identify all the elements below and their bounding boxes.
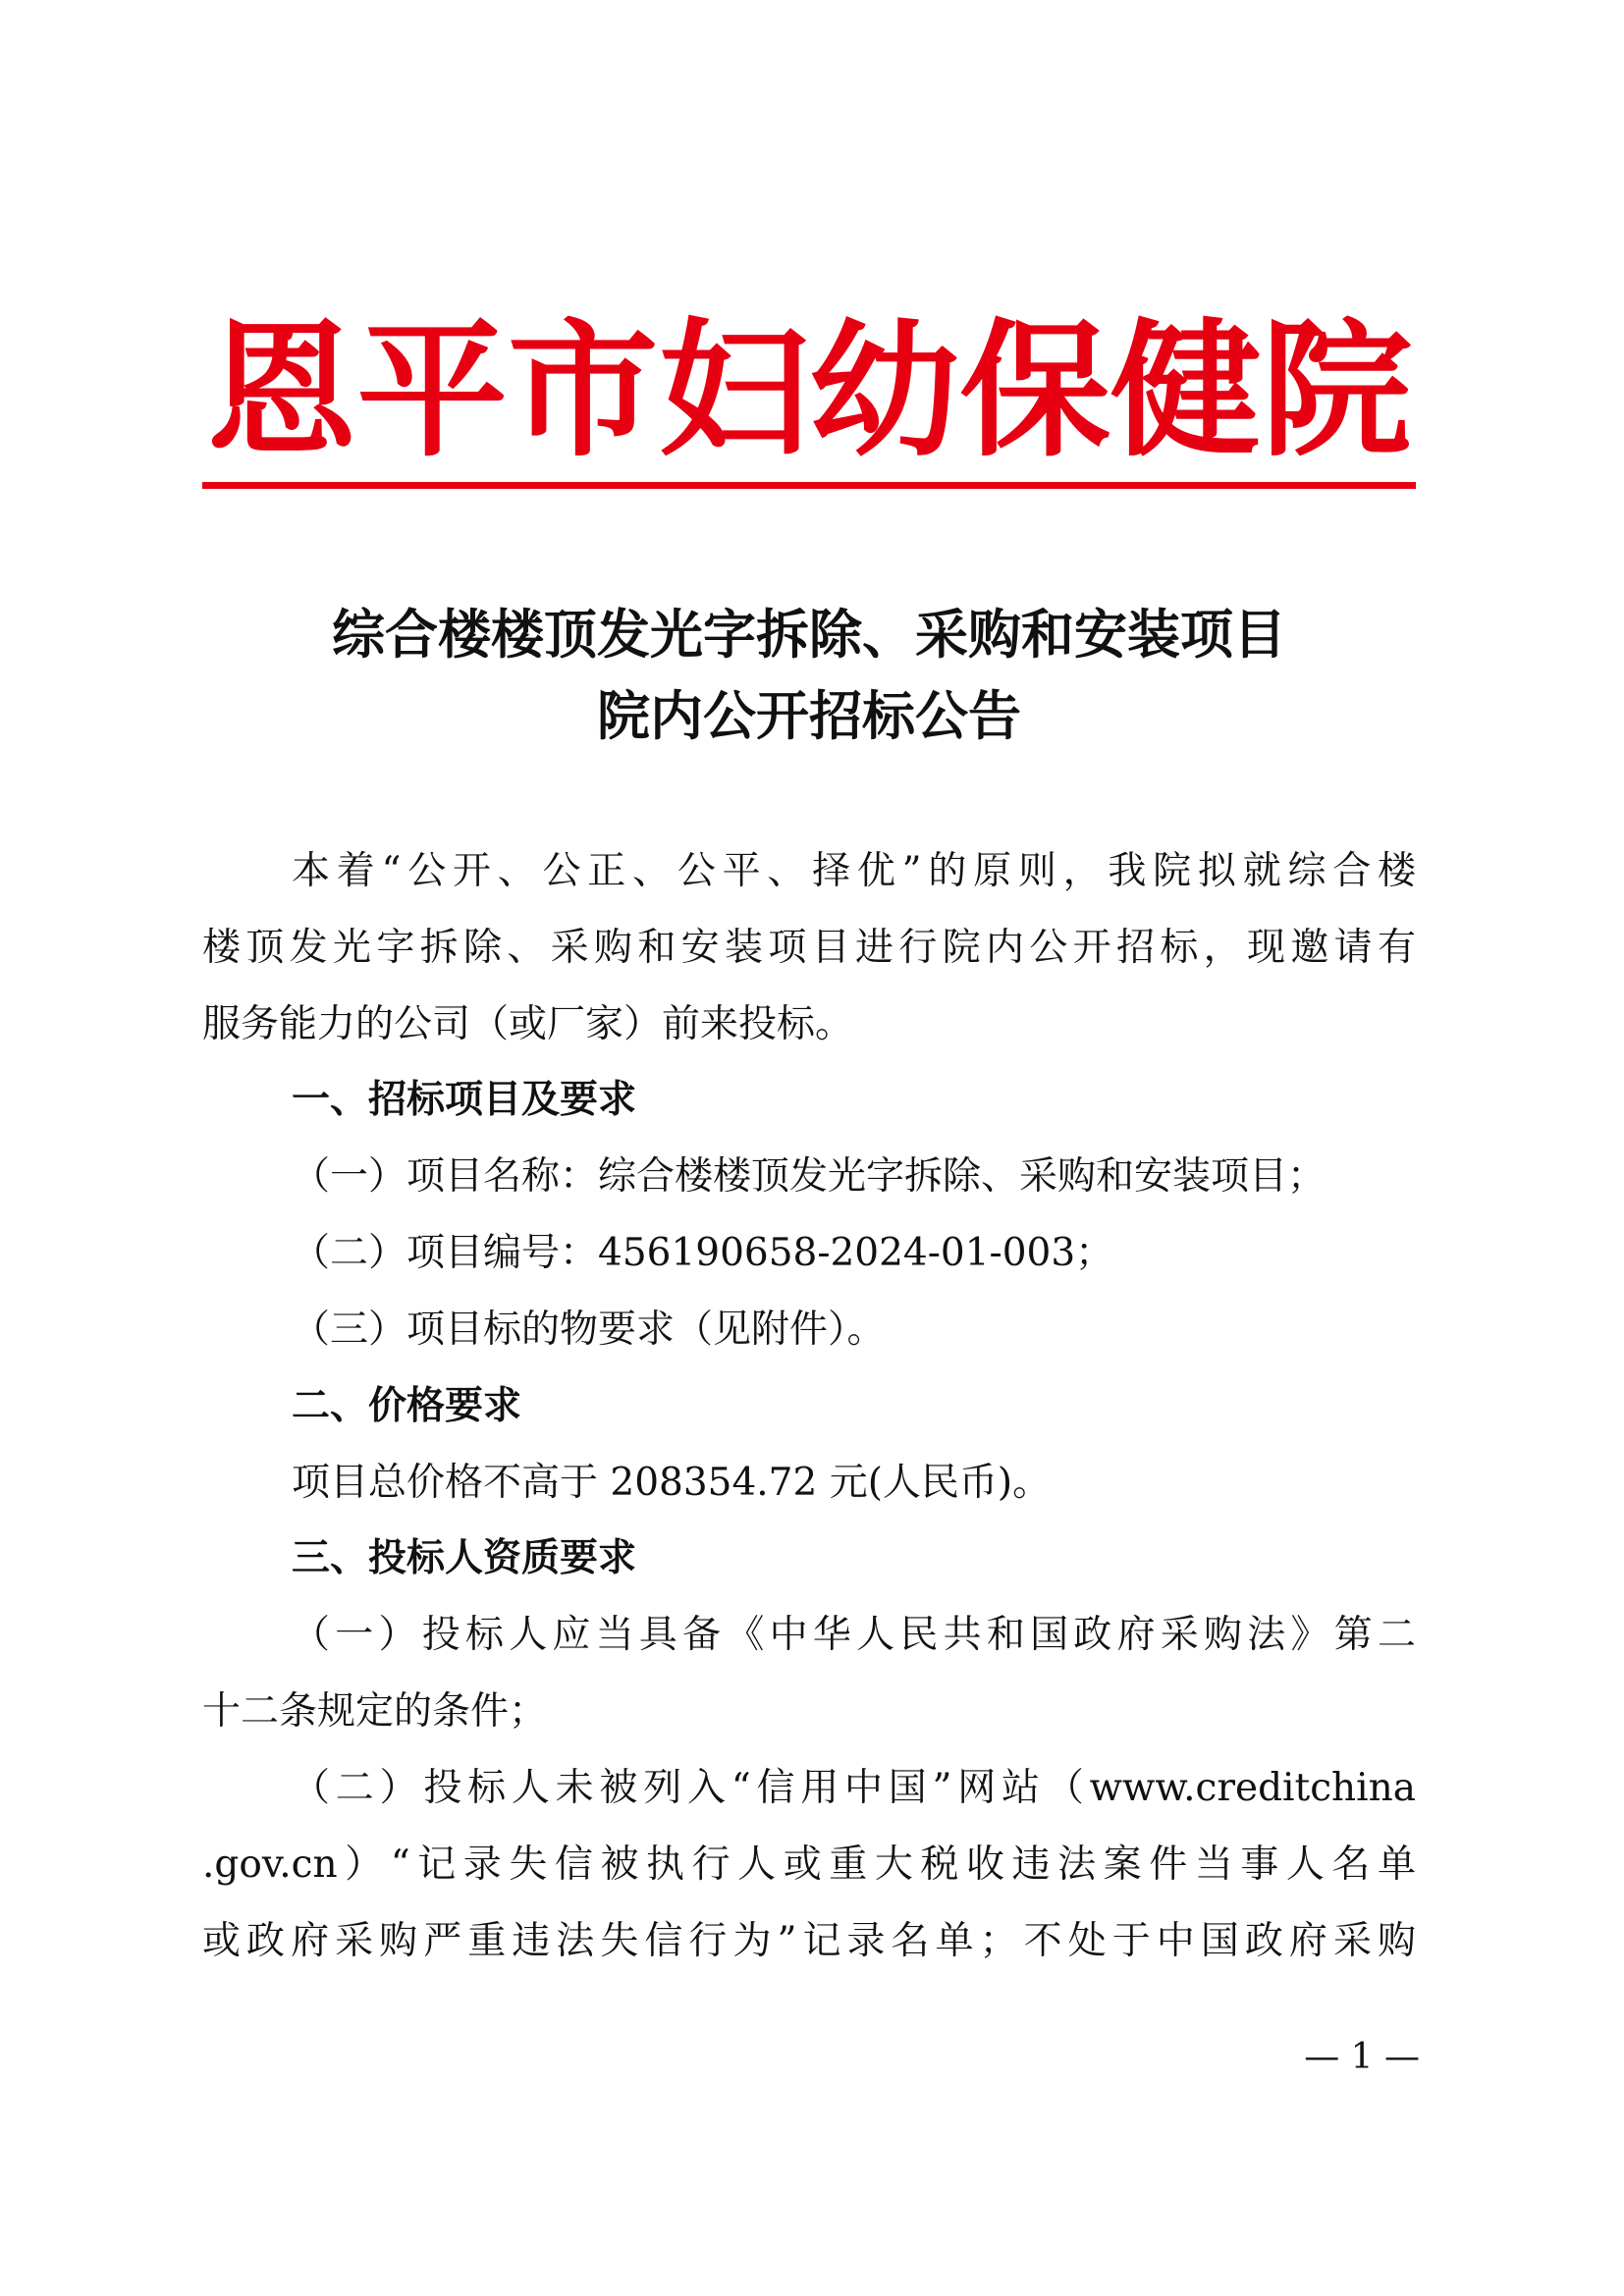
qualification-item-1-line: （一）投标人应当具备《中华人民共和国政府采购法》第二 bbox=[292, 1613, 1416, 1657]
section-heading-requirements: 一、招标项目及要求 bbox=[292, 1078, 637, 1122]
project-subject-item: （三）项目标的物要求（见附件）。 bbox=[292, 1308, 886, 1352]
intro-paragraph-line: 楼顶发光字拆除、采购和安装项目进行院内公开招标，现邀请有 bbox=[202, 926, 1416, 970]
qualification-item-1-line: 十二条规定的条件； bbox=[202, 1689, 548, 1734]
price-requirement-text: 项目总价格不高于 208354.72 元(人民币)。 bbox=[292, 1461, 1052, 1505]
letterhead-text: 恩平市妇幼保健院 bbox=[206, 304, 1412, 471]
notice-title-line-1: 综合楼楼顶发光字拆除、采购和安装项目 bbox=[332, 604, 1286, 666]
notice-title-line-2: 院内公开招标公告 bbox=[597, 685, 1021, 747]
letterhead-svg bbox=[202, 294, 1416, 471]
letterhead-title bbox=[202, 294, 1416, 471]
section-heading-qualification: 三、投标人资质要求 bbox=[292, 1536, 637, 1580]
qualification-item-2-line: （二）投标人未被列入“信用中国”网站（www.creditchina bbox=[292, 1766, 1416, 1810]
letterhead-divider bbox=[202, 482, 1416, 489]
page-number: — 1 — bbox=[1304, 2037, 1420, 2077]
intro-paragraph-line: 本着“公开、公正、公平、择优”的原则，我院拟就综合楼 bbox=[292, 849, 1416, 893]
qualification-item-2-line: .gov.cn）“记录失信被执行人或重大税收违法案件当事人名单 bbox=[202, 1842, 1416, 1887]
project-name-item: （一）项目名称：综合楼楼顶发光字拆除、采购和安装项目； bbox=[292, 1154, 1326, 1199]
intro-paragraph-line: 服务能力的公司（或厂家）前来投标。 bbox=[202, 1002, 854, 1046]
section-heading-price: 二、价格要求 bbox=[292, 1384, 522, 1428]
project-number-item: （二）项目编号：456190658-2024-01-003； bbox=[292, 1231, 1114, 1275]
qualification-item-2-line: 或政府采购严重违法失信行为”记录名单；不处于中国政府采购 bbox=[202, 1919, 1416, 1963]
